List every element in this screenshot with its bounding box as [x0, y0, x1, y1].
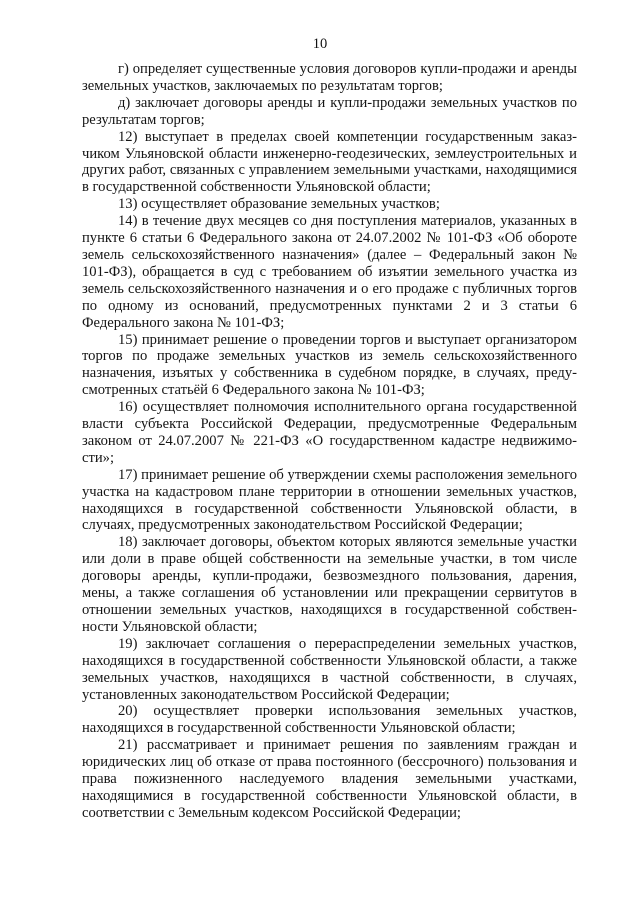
paragraph-16: 16) осуществляет полномочия исполнительного органа государственной власти субъекта Российской Федерации, предусмотренные Федеральным законом от 24.07.2007 № 221-ФЗ «О государственном кадастре недвижимости»;	[82, 399, 577, 466]
page-number: 10	[312, 36, 328, 52]
paragraph-12: 12) выступает в пределах своей компетенции государственным заказчиком Ульяновской области инженерно-геодезических, землеустроительных и других работ, связанных с управлением земельными участками, находящимися в государственной собственности Ульяновской области;	[82, 128, 577, 196]
paragraph-18: 18) заключает договоры, объектом которых являются земельные участки или доли в праве общей собственности на земельные участки, в том числе договоры аренды, купли-продажи, безвозмездного пользования, дарения, мены, а также соглашения об установлении или прекращении сервитутов в отношении земельных участков, находящихся в государственной собственности Ульяновской области;	[82, 534, 577, 635]
document-body	[82, 61, 577, 822]
paragraph-20: 20) осуществляет проверки использования земельных участков, находящихся в государственной собственности Ульяновской области;	[82, 703, 577, 737]
paragraph-14: 14) в течение двух месяцев со дня поступления материалов, указанных в пункте 6 статьи 6 Федерального закона от 24.07.2002 № 101-ФЗ «Об обороте земель сельскохозяйственного назначения» (далее – Федеральный закон № 101-ФЗ), обращается в суд с требованием об изъятии земельного участка из земель сельскохозяйственного назначения и о его продаже с публичных торгов по одному из оснований, предусмотренных пунктами 2 и 3 статьи 6 Федерального закона № 101-ФЗ;	[82, 213, 577, 331]
paragraph-19: 19) заключает соглашения о перераспределении земельных участков, находящихся в государственной собственности Ульяновской области, а также земельных участков, находящихся в частной собственности, в случаях, установленных законодательством Российской Федерации;	[82, 635, 577, 703]
paragraph-15: 15) принимает решение о проведении торгов и выступает организатором торгов по продаже земельных участков из земель сельскохозяйственного назначения, изъятых у собственника в судебном порядке, в случаях, предусмотренных статьёй 6 Федерального закона № 101-ФЗ;	[82, 331, 577, 399]
paragraph-g: г) определяет существенные условия договоров купли-продажи и аренды земельных участков, заключаемых по результатам торгов;	[82, 61, 577, 94]
paragraph-17: 17) принимает решение об утверждении схемы расположения земельного участка на кадастровом плане территории в отношении земельных участков, находящихся в государственной собственности Ульяновской области, в случаях, предусмотренных законодательством Российской Федерации;	[82, 466, 577, 534]
paragraph-d: д) заключает договоры аренды и купли-продажи земельных участков по результатам торгов;	[82, 94, 577, 128]
paragraph-21: 21) рассматривает и принимает решения по заявлениям граждан и юридических лиц об отказе от права постоянного (бессрочного) пользования и права пожизненного наследуемого владения земельными участками, находящимися в государственной собственности Ульяновской области, в соответствии с Земельным кодексом Российской Федерации;	[82, 737, 577, 821]
paragraph-13: 13) осуществляет образование земельных участков;	[118, 196, 440, 213]
